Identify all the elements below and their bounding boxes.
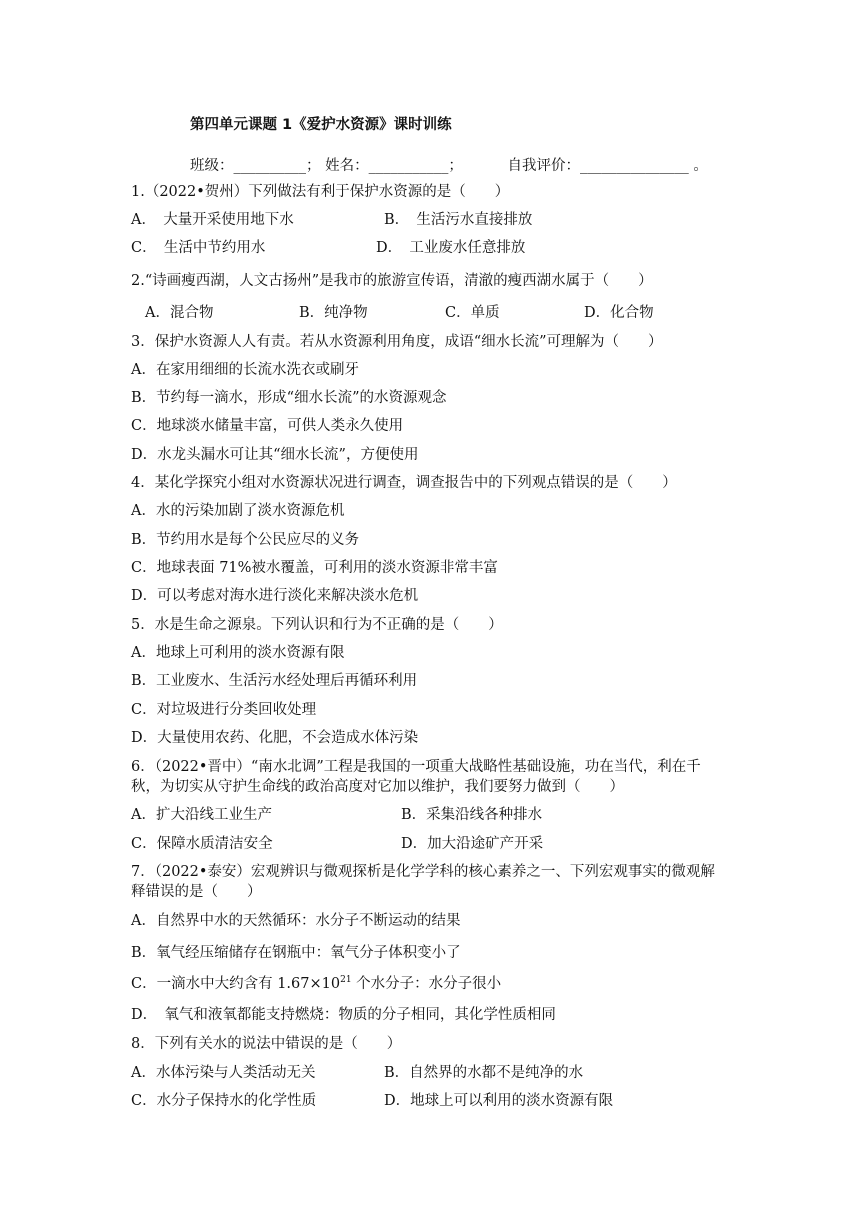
question-1-option-b: B． 生活污水直接排放 <box>384 212 533 228</box>
question-3-option-c: C．地球淡水储量丰富，可供人类永久使用 <box>131 418 404 434</box>
question-2-stem: 2.“诗画瘦西湖，人文古扬州”是我市的旅游宣传语，清澈的瘦西湖水属于（ ） <box>131 273 653 289</box>
question-4-option-b: B．节约用水是每个公民应尽的义务 <box>131 532 360 548</box>
question-7-stem-line-2: 释错误的是（ ） <box>131 884 262 900</box>
page-title: 第四单元课题 1《爱护水资源》课时训练 <box>190 117 452 133</box>
question-2-option-b: B．纯净物 <box>299 305 368 321</box>
question-3-option-a: A．在家用细细的长流水洗衣或刷牙 <box>131 362 359 378</box>
question-7-option-c-exponent: 21 <box>340 975 352 986</box>
question-5-option-a: A．地球上可利用的淡水资源有限 <box>131 645 345 661</box>
self-eval-field-label: 自我评价：_______________ 。 <box>507 158 708 174</box>
question-3-stem: 3．保护水资源人人有责。若从水资源利用角度，成语“细水长流”可理解为（ ） <box>131 334 663 350</box>
question-3-option-d: D．水龙头漏水可让其“细水长流”，方便使用 <box>131 447 419 463</box>
question-5-option-d: D．大量使用农药、化肥，不会造成水体污染 <box>131 730 419 746</box>
question-7-option-b: B．氧气经压缩储存在钢瓶中：氧气分子体积变小了 <box>131 945 461 961</box>
question-5-stem: 5．水是生命之源泉。下列认识和行为不正确的是（ ） <box>131 617 503 633</box>
question-4-option-a: A．水的污染加剧了淡水资源危机 <box>131 503 345 519</box>
question-8-stem: 8．下列有关水的说法中错误的是（ ） <box>131 1036 402 1052</box>
question-7-stem-line-1: 7．（2022•泰安）宏观辨识与微观探析是化学学科的核心素养之一、下列宏观事实的微观解 <box>131 864 715 880</box>
question-5-option-b: B．工业废水、生活污水经处理后再循环利用 <box>131 673 418 689</box>
question-8-option-a: A．水体污染与人类活动无关 <box>131 1065 316 1081</box>
class-field-label: 班级：__________； <box>190 158 321 174</box>
question-6-option-a: A．扩大沿线工业生产 <box>131 807 272 823</box>
question-2-option-a: A．混合物 <box>145 305 214 321</box>
question-6-option-c: C．保障水质清洁安全 <box>131 836 273 852</box>
question-6-stem-line-1: 6．（2022•晋中）“南水北调”工程是我国的一项重大战略性基础设施，功在当代，利在千 <box>131 759 701 775</box>
question-1-stem: 1.（2022•贺州）下列做法有利于保护水资源的是（ ） <box>131 184 510 200</box>
question-8-option-c: C．水分子保持水的化学性质 <box>131 1093 317 1109</box>
question-1-option-d: D． 工业废水任意排放 <box>376 240 526 256</box>
question-4-option-d: D．可以考虑对海水进行淡化来解决淡水危机 <box>131 588 419 604</box>
question-2-option-d: D．化合物 <box>584 305 654 321</box>
question-2-option-c: C．单质 <box>445 305 500 321</box>
name-field-label: 姓名：___________； <box>325 158 463 174</box>
question-7-option-c-text-1: C．一滴水中大约含有 1.67×10 <box>131 976 341 992</box>
question-7-option-a: A．自然界中水的天然循环：水分子不断运动的结果 <box>131 913 461 929</box>
question-8-option-d: D．地球上可以利用的淡水资源有限 <box>384 1093 614 1109</box>
question-8-option-b: B．自然界的水都不是纯净的水 <box>384 1065 584 1081</box>
question-6-option-b: B．采集沿线各种排水 <box>401 807 543 823</box>
question-1-option-a: A． 大量开采使用地下水 <box>131 212 294 228</box>
question-7-option-c <box>131 972 501 993</box>
question-7-option-d: D． 氧气和液氧都能支持燃烧：物质的分子相同，其化学性质相同 <box>131 1007 556 1023</box>
question-4-option-c: C．地球表面 71%被水覆盖，可利用的淡水资源非常丰富 <box>131 560 498 576</box>
student-info-line <box>190 154 708 175</box>
question-5-option-c: C．对垃圾进行分类回收处理 <box>131 702 317 718</box>
question-1-option-c: C． 生活中节约用水 <box>131 240 266 256</box>
question-6-option-d: D．加大沿途矿产开采 <box>401 836 544 852</box>
question-7-option-c-text-2: 个水分子：水分子很小 <box>351 976 502 992</box>
question-4-stem: 4．某化学探究小组对水资源状况进行调查，调查报告中的下列观点错误的是（ ） <box>131 475 677 491</box>
question-3-option-b: B．节约每一滴水，形成“细水长流”的水资源观念 <box>131 390 447 406</box>
question-6-stem-line-2: 秋，为切实从守护生命线的政治高度对它加以维护，我们要努力做到（ ） <box>131 779 624 795</box>
